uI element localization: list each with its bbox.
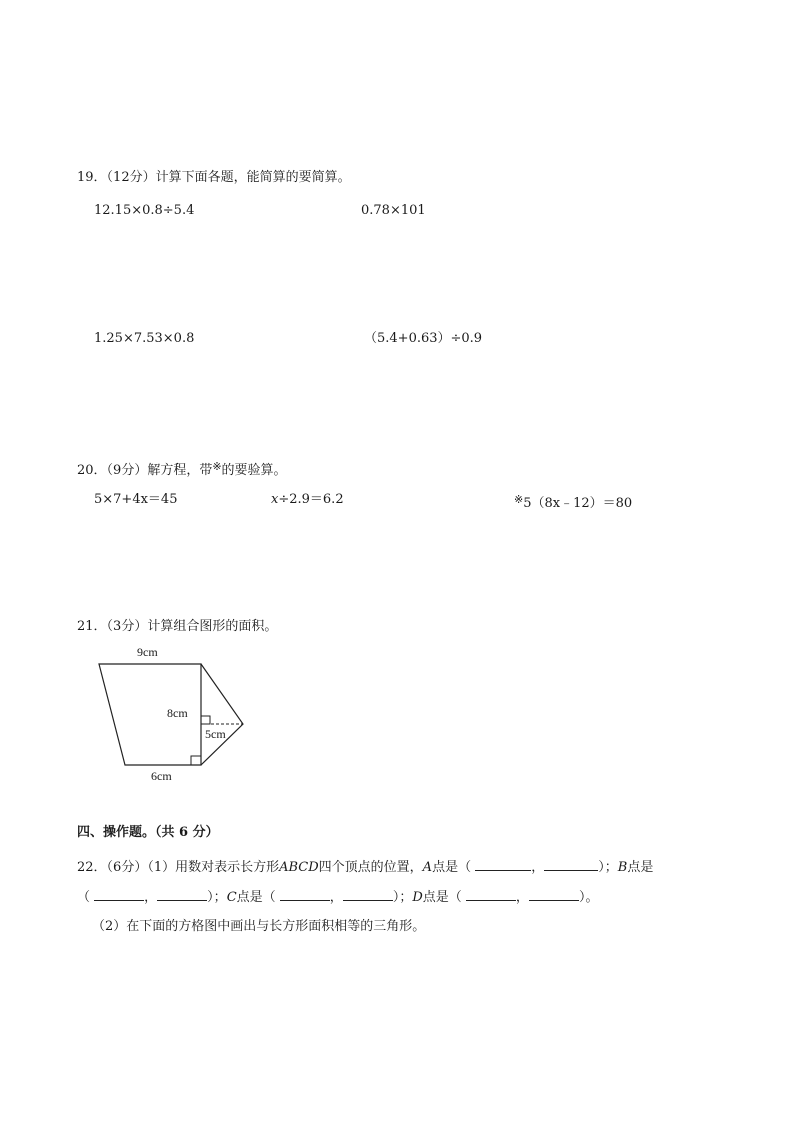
- label-height-8cm: 8cm: [167, 706, 188, 720]
- q22-close-c: ）；: [392, 890, 413, 905]
- q22-point-c-letter: C: [226, 890, 237, 905]
- q22-intro: 22．（6分）（1）用数对表示长方形: [77, 860, 280, 875]
- q20-equation-2-var: x: [271, 492, 279, 507]
- q19-item-1: 12.15×0.8÷5.4: [94, 203, 195, 218]
- answer-blank-c-y[interactable]: [343, 888, 393, 901]
- q19-item-3: 1.25×7.53×0.8: [94, 331, 195, 346]
- q19-header: 19．（12分）计算下面各题，能简算的要简算。: [77, 170, 351, 185]
- q22-comma-c: ，: [329, 890, 343, 905]
- q20-equation-2-rest: ÷2.9＝6.2: [278, 492, 344, 507]
- answer-blank-c-x[interactable]: [280, 888, 330, 901]
- answer-blank-d-x[interactable]: [466, 888, 516, 901]
- q20-equation-3-body: 5（8x﹣12）＝80: [523, 496, 633, 511]
- answer-blank-b-y[interactable]: [157, 888, 207, 901]
- q22-point-a-text: 点是（: [432, 860, 472, 875]
- q22-point-d-letter: D: [412, 890, 423, 905]
- q22-part-2: （2）在下面的方格图中画出与长方形面积相等的三角形。: [92, 919, 426, 934]
- q20-equation-3-mark: ※: [514, 493, 524, 506]
- q20-equation-1: 5×7+4x＝45: [94, 492, 178, 507]
- q22-close-a: ）；: [598, 860, 618, 875]
- q22-point-d-text: 点是（: [422, 890, 462, 905]
- q20-header-post: 的要验算。: [221, 463, 287, 478]
- q22-point-b-text: 点是: [627, 860, 654, 875]
- q22-close-b: ）；: [207, 890, 227, 905]
- section-4-title: 四、操作题。（共 6 分）: [77, 825, 219, 840]
- label-top-9cm: 9cm: [137, 645, 158, 659]
- q22-point-c-text: 点是（: [236, 890, 276, 905]
- q22-point-a-letter: A: [422, 860, 433, 875]
- answer-blank-a-y[interactable]: [544, 858, 598, 871]
- q19-item-4: （5.4+0.63）÷0.9: [364, 331, 483, 346]
- q20-header-pre: 20．（9分）解方程，带: [77, 463, 213, 478]
- right-angle-mark-middle: [201, 716, 210, 724]
- q22-line-2: [77, 888, 598, 906]
- q22-end: ）。: [578, 890, 599, 905]
- triangle-shape: [201, 664, 243, 765]
- q22-intro-mid: 四个顶点的位置，: [318, 860, 423, 875]
- q19-item-2: 0.78×101: [361, 203, 426, 218]
- q22-open-b: （: [77, 890, 91, 905]
- q21-header: 21．（3分）计算组合图形的面积。: [77, 619, 278, 634]
- q22-point-b-letter: B: [617, 860, 628, 875]
- answer-blank-a-x[interactable]: [475, 858, 531, 871]
- q22-comma-d: ，: [515, 890, 529, 905]
- answer-blank-d-y[interactable]: [529, 888, 579, 901]
- q22-abcd: ABCD: [279, 860, 319, 875]
- label-bottom-6cm: 6cm: [151, 769, 172, 783]
- q22-comma-a: ，: [531, 860, 545, 875]
- right-angle-mark-bottom: [191, 756, 201, 765]
- label-triangle-5cm: 5cm: [205, 727, 226, 741]
- q20-check-mark: ※: [212, 460, 222, 473]
- answer-blank-b-x[interactable]: [94, 888, 144, 901]
- q22-line-1: [77, 858, 653, 876]
- q22-comma-b: ，: [144, 890, 158, 905]
